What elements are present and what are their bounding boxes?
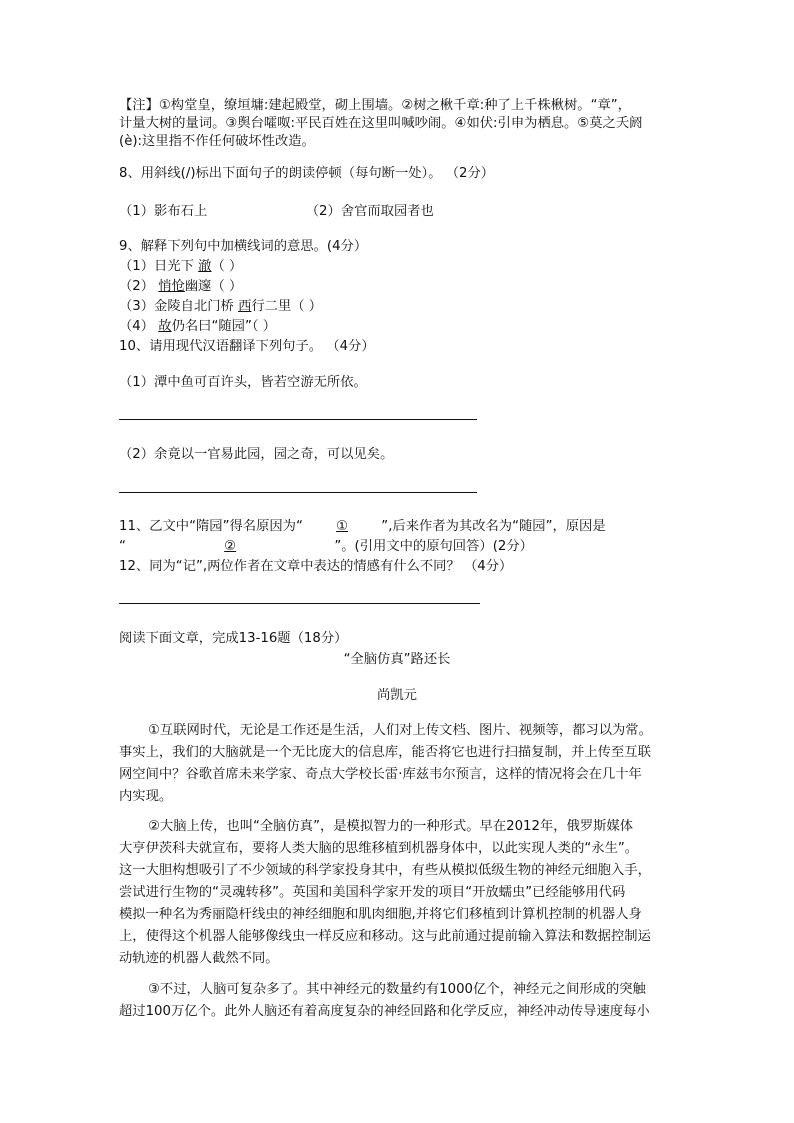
question-12: 12、同为“记”,两位作者在文章中表达的情感有什么不同？ （4分） xyxy=(119,559,513,574)
paragraph-line: 内实现。 xyxy=(119,789,173,804)
question-9-item-4: （4） 故仍名曰“随园”（ ） xyxy=(119,319,277,334)
paragraph-line: ②大脑上传，也叫“全脑仿真”，是模拟智力的一种形式。早在2012年，俄罗斯媒体 xyxy=(148,819,634,834)
question-8-items xyxy=(119,200,681,219)
underlined-word: 故 xyxy=(158,319,172,334)
question-10-item-1: （1）潭中鱼可百许头，皆若空游无所依。 xyxy=(119,375,367,390)
answer-blank-1: ① xyxy=(336,519,349,534)
paragraph-line: ③不过，人脑可复杂多了。其中神经元的数量约有1000亿个，神经元之间形成的突触 xyxy=(148,982,646,997)
paragraph-line: 模拟一种名为秀丽隐杆线虫的神经细胞和肌肉细胞,并将它们移植到计算机控制的机器人身 xyxy=(119,907,642,922)
question-9-item-1: （1）日光下 澈（ ） xyxy=(119,259,243,274)
question-8-item-1: （1）影布石上 xyxy=(119,204,208,219)
question-9: 9、解释下列句中加横线词的意思。(4分） xyxy=(119,239,368,254)
question-10-item-2: （2）余竟以一官易此园，园之奇，可以见矣。 xyxy=(119,447,394,462)
underlined-word: 澈 xyxy=(198,259,212,274)
article-title: “全脑仿真”路还长 xyxy=(343,652,451,667)
question-9-item-3: （3）金陵自北门桥 西行二里（ ） xyxy=(119,299,323,314)
question-11-line-1: 11、乙文中“隋园”得名原因为“ ① ”,后来作者为其改名为“随园”，原因是 xyxy=(119,519,606,534)
note-line-3: (è):这里指不作任何破坏性改造。 xyxy=(119,134,315,149)
question-8: 8、用斜线(/)标出下面句子的朗读停顿（每句断一处）。 （2分） xyxy=(119,166,495,181)
question-9-item-2: （2） 悄怆幽邃（ ） xyxy=(119,279,243,294)
paragraph-line: 动轨迹的机器人截然不同。 xyxy=(119,951,279,966)
answer-line xyxy=(119,492,477,493)
question-8-item-2: （2）舍官而取园者也 xyxy=(305,204,434,219)
paragraph-line: 网空间中？谷歌首席未来学家、奇点大学校长雷·库兹韦尔预言，这样的情况将会在几十年 xyxy=(119,767,642,782)
reading-intro: 阅读下面文章，完成13-16题（18分） xyxy=(119,631,348,646)
question-11-line-2: “ ② ”。(引用文中的原句回答）(2分） xyxy=(119,539,533,554)
question-10: 10、请用现代汉语翻译下列句子。 （4分） xyxy=(119,339,375,354)
note-line-2: 计量大树的量词。③舆台嚯呶:平民百姓在这里叫喊吵闹。④如伏:引申为栖息。⑤莫之夭阏 xyxy=(119,116,643,131)
article-author: 尚凯元 xyxy=(377,688,417,703)
note-line-1: 【注】①构堂皇，缭垣墉:建起殿堂，砌上围墙。②树之楸千章:种了上千株楸树。“章”， xyxy=(119,98,631,113)
paragraph-line: 事实上，我们的大脑就是一个无比庞大的信息库，能否将它也进行扫描复制，并上传至互联 xyxy=(119,745,651,760)
answer-line xyxy=(119,603,480,604)
paragraph-line: ①互联网时代，无论是工作还是生活，人们对上传文档、图片、视频等，都习以为常。 xyxy=(148,723,652,738)
paragraph-line: 大亨伊茨科夫就宣布，要将人类大脑的思维移植到机器身体中，以此实现人类的“永生”。 xyxy=(119,841,639,856)
underlined-word: 悄怆 xyxy=(158,279,185,294)
answer-line xyxy=(119,419,477,420)
paragraph-line: 超过100万亿个。此外人脑还有着高度复杂的神经回路和化学反应，神经冲动传导速度每小 xyxy=(119,1004,650,1019)
answer-blank-2: ② xyxy=(224,539,237,554)
paragraph-line: 这一大胆构想吸引了不少领域的科学家投身其中，有些从模拟低级生物的神经元细胞入手， xyxy=(119,863,651,878)
underlined-word: 西 xyxy=(238,299,252,314)
paragraph-line: 上，使得这个机器人能够像线虫一样反应和移动。这与此前通过提前输入算法和数据控制运 xyxy=(119,929,651,944)
paragraph-line: 尝试进行生物的“灵魂转移”。英国和美国科学家开发的项目“开放蠕虫”已经能够用代码 xyxy=(119,885,626,900)
